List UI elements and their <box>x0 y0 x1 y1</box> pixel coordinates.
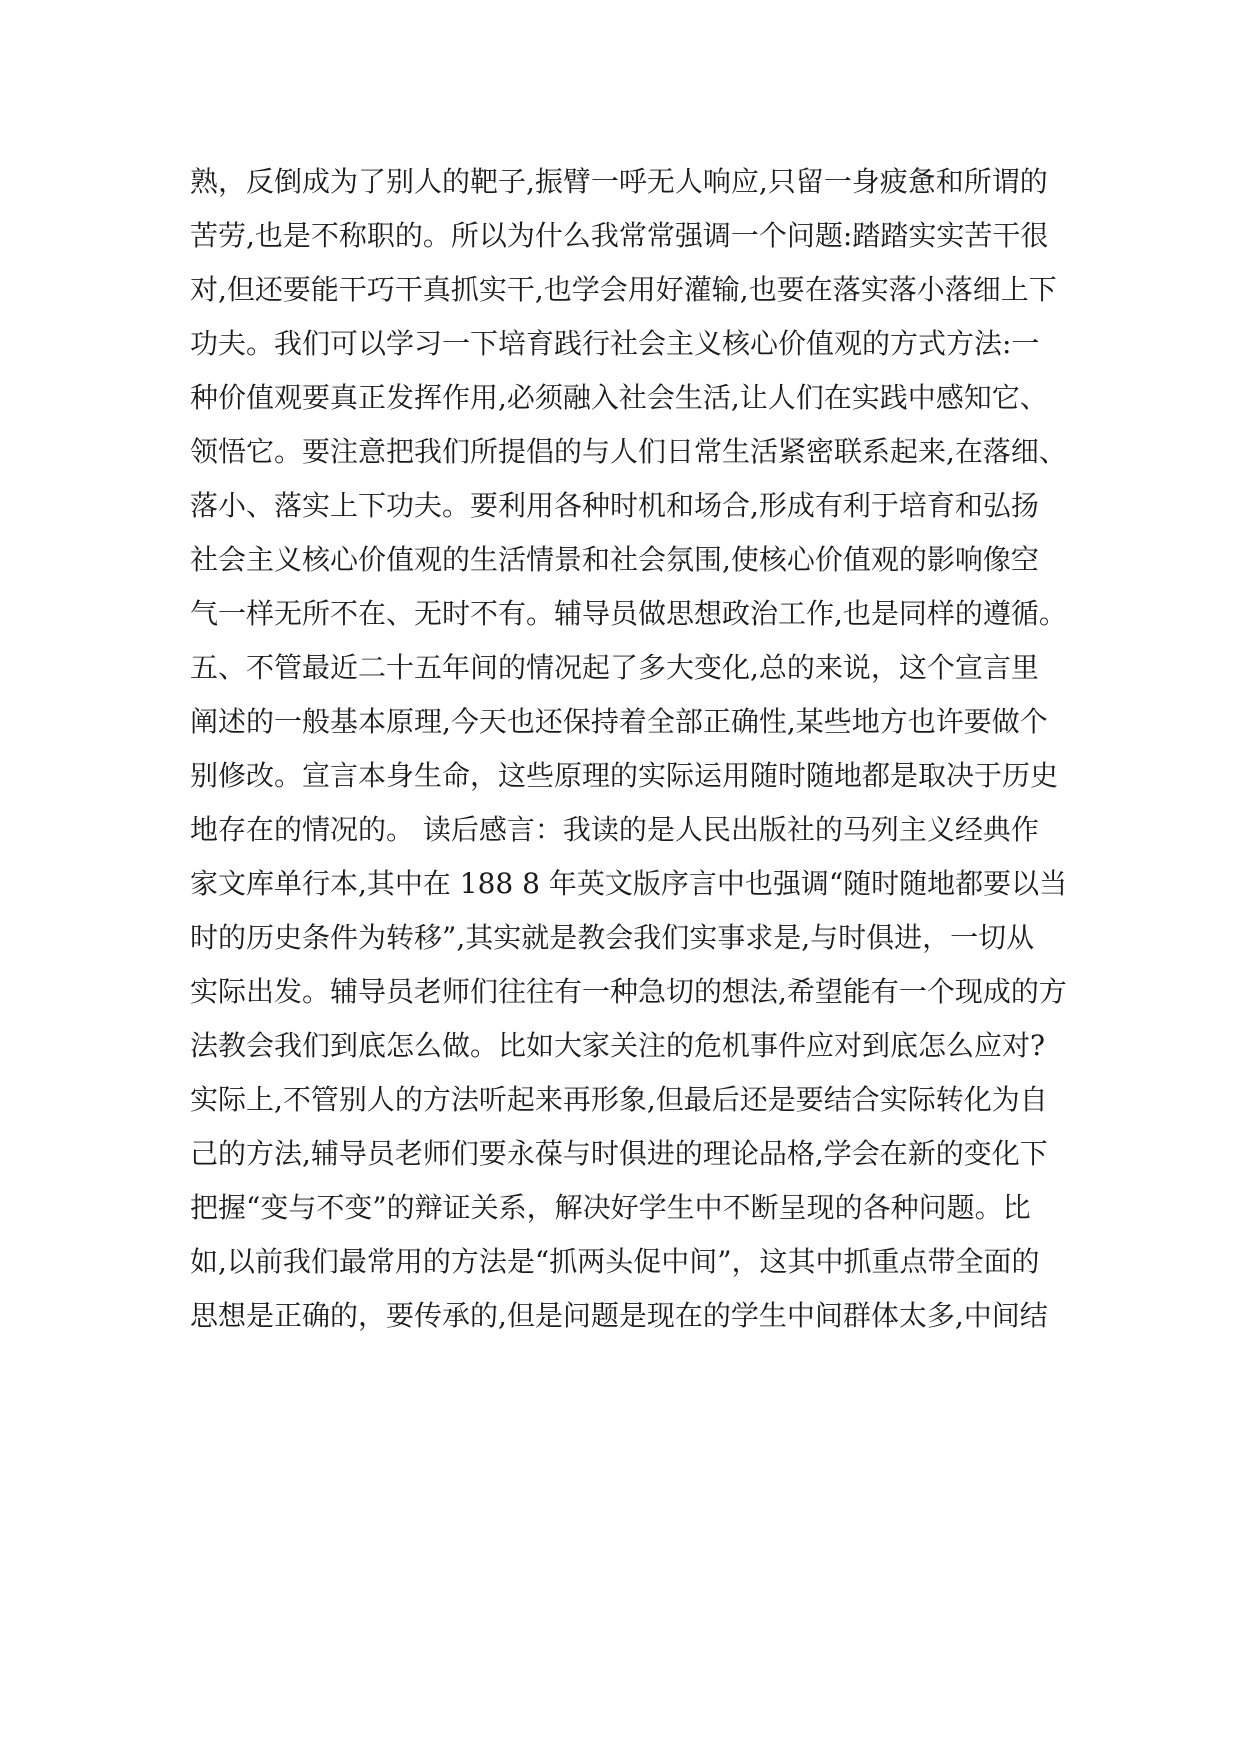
text-line: 己的方法,辅导员老师们要永葆与时俱进的理论品格,学会在新的变化下 <box>190 1137 1048 1170</box>
text-line: 法教会我们到底怎么做。比如大家关注的危机事件应对到底怎么应对? <box>190 1029 1046 1062</box>
text-line: 气一样无所不在、无时不有。辅导员做思想政治工作,也是同样的遵循。 <box>190 597 1067 630</box>
text-line: 实际出发。辅导员老师们往往有一种急切的想法,希望能有一个现成的方 <box>190 975 1067 1008</box>
text-line: 家文库单行本,其中在 188 8 年英文版序言中也强调“随时随地都要以当 <box>190 867 1068 900</box>
text-line: 种价值观要真正发挥作用,必须融入社会生活,让人们在实践中感知它、 <box>190 381 1048 414</box>
text-line: 落小、落实上下功夫。要利用各种时机和场合,形成有利于培育和弘扬 <box>190 489 1039 522</box>
text-line: 地存在的情况的。 读后感言：我读的是人民出版社的马列主义经典作 <box>190 813 1039 846</box>
text-line: 时的历史条件为转移”,其实就是教会我们实事求是,与时俱进，一切从 <box>190 921 1035 954</box>
text-line: 领悟它。要注意把我们所提倡的与人们日常生活紧密联系起来,在落细、 <box>190 435 1067 468</box>
text-line: 功夫。我们可以学习一下培育践行社会主义核心价值观的方式方法:一 <box>190 327 1040 360</box>
text-line: 如,以前我们最常用的方法是“抓两头促中间”，这其中抓重点带全面的 <box>190 1245 1040 1278</box>
text-line: 阐述的一般基本原理,今天也还保持着全部正确性,某些地方也许要做个 <box>190 705 1048 738</box>
text-line: 思想是正确的，要传承的,但是问题是现在的学生中间群体太多,中间结 <box>190 1299 1048 1332</box>
text-line: 实际上,不管别人的方法听起来再形象,但最后还是要结合实际转化为自 <box>190 1083 1048 1116</box>
text-line: 对,但还要能干巧干真抓实干,也学会用好灌输,也要在落实落小落细上下 <box>190 273 1057 306</box>
text-line: 熟，反倒成为了别人的靶子,振臂一呼无人响应,只留一身疲惫和所谓的 <box>190 165 1048 198</box>
text-line: 社会主义核心价值观的生活情景和社会氛围,使核心价值观的影响像空 <box>190 543 1039 576</box>
text-line: 把握“变与不变”的辩证关系，解决好学生中不断呈现的各种问题。比 <box>190 1191 1031 1224</box>
text-line: 五、不管最近二十五年间的情况起了多大变化,总的来说，这个宣言里 <box>190 651 1039 684</box>
text-line: 别修改。宣言本身生命，这些原理的实际运用随时随地都是取决于历史 <box>190 759 1059 792</box>
text-line: 苦劳,也是不称职的。所以为什么我常常强调一个问题:踏踏实实苦干很 <box>190 219 1049 252</box>
body-text <box>190 155 1090 1343</box>
